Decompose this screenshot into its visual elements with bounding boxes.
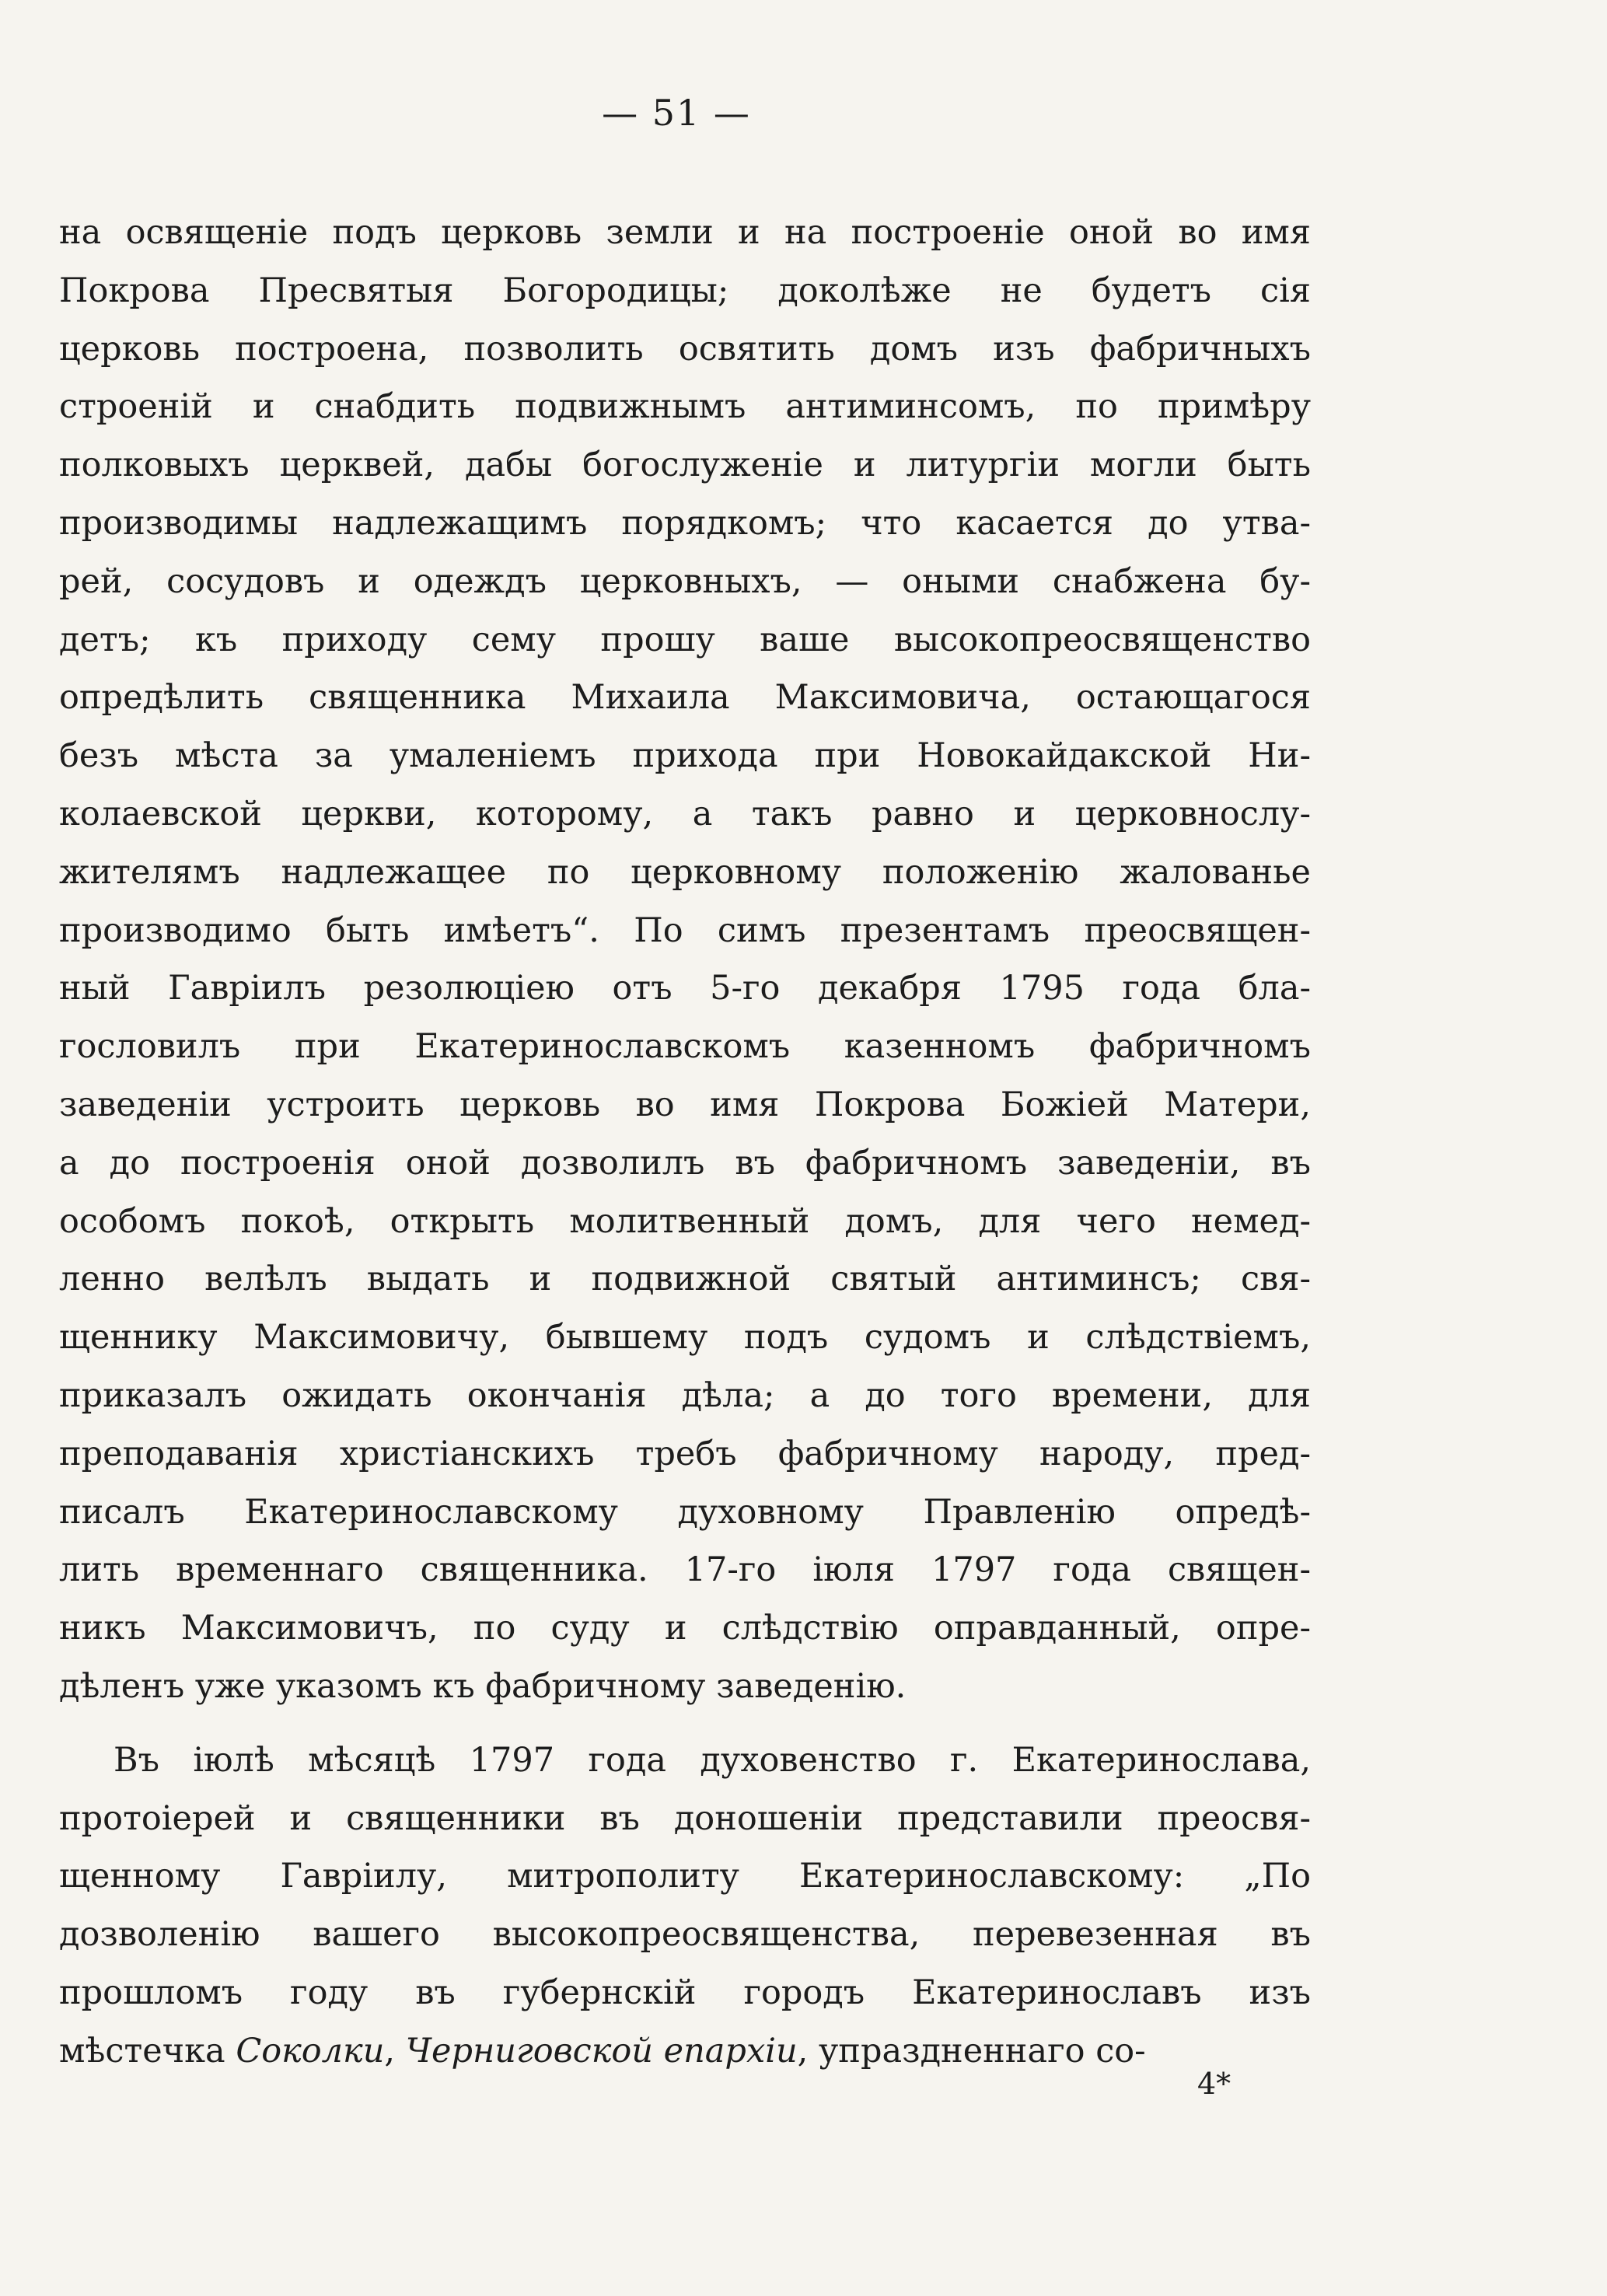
- text-line: щенному Гавріилу, митрополиту Екатеринославскому: „По: [59, 1857, 1311, 1896]
- text-line: колаевской церкви, которому, а такъ равно и церковнослу-: [59, 794, 1311, 833]
- final-line-end: , упраздненнаго со-: [797, 2031, 1146, 2071]
- final-line-separator: ,: [384, 2031, 406, 2071]
- text-line: рей, сосудовъ и одеждъ церковныхъ, — оными снабжена бу-: [59, 561, 1311, 601]
- text-line: ленно велѣлъ выдать и подвижной святый антиминсъ; свя-: [59, 1260, 1311, 1299]
- body-text: [59, 204, 1311, 2081]
- text-line: полковыхъ церквей, дабы богослуженіе и литургіи могли быть: [59, 446, 1311, 485]
- text-line: лить временнаго священника. 17-го іюля 1797 года священ-: [59, 1550, 1311, 1590]
- paragraph-gap: [59, 1716, 1311, 1732]
- text-line: протоіерей и священники въ доношеніи представили преосвя-: [59, 1798, 1311, 1838]
- text-line: ный Гавріилъ резолюціею отъ 5-го декабря 1795 года бла-: [59, 969, 1311, 1008]
- place-name-sokolki: Соколки: [236, 2031, 385, 2071]
- text-line: прошломъ году въ губернскій городъ Екатеринославъ изъ: [59, 1973, 1311, 2012]
- text-line: строеній и снабдить подвижнымъ антиминсомъ, по примѣру: [59, 387, 1311, 427]
- text-line: гословилъ при Екатеринославскомъ казенномъ фабричномъ: [59, 1027, 1311, 1067]
- text-line: производимо быть имѣетъ“. По симъ презентамъ преосвящен-: [59, 910, 1311, 950]
- signature-mark: 4*: [1197, 2067, 1231, 2101]
- text-line: писалъ Екатеринославскому духовному Правленію опредѣ-: [59, 1492, 1311, 1532]
- text-line: церковь построена, позволить освятить домъ изъ фабричныхъ: [59, 329, 1311, 369]
- text-line: особомъ покоѣ, открыть молитвенный домъ, для чего немед-: [59, 1201, 1311, 1241]
- text-line: приказалъ ожидать окончанія дѣла; а до того времени, для: [59, 1375, 1311, 1415]
- text-line: а до построенія оной дозволилъ въ фабричномъ заведеніи, въ: [59, 1143, 1311, 1183]
- text-line: Въ іюлѣ мѣсяцѣ 1797 года духовенство г. Екатеринослава,: [114, 1740, 1311, 1780]
- text-line-final: [59, 2022, 1311, 2081]
- text-line: дозволенію вашего высокопреосвященства, перевезенная въ: [59, 1915, 1311, 1955]
- text-line: производимы надлежащимъ порядкомъ; что касается до утва-: [59, 503, 1311, 543]
- text-line: дѣленъ уже указомъ къ фабричному заведенію.: [59, 1666, 907, 1706]
- text-line: заведеніи устроить церковь во имя Покрова Божіей Матери,: [59, 1085, 1311, 1124]
- text-line: жителямъ надлежащее по церковному положенію жалованье: [59, 852, 1311, 892]
- text-line: Покрова Пресвятыя Богородицы; доколѣже не будетъ сія: [59, 271, 1311, 310]
- place-name-eparchy: Черниговской епархіи: [405, 2031, 798, 2071]
- text-line: щеннику Максимовичу, бывшему подъ судомъ и слѣдствіемъ,: [59, 1318, 1311, 1358]
- text-line: безъ мѣста за умаленіемъ прихода при Новокайдакской Ни-: [59, 736, 1311, 776]
- paragraph-2: [59, 1732, 1311, 2022]
- page-number: — 51 —: [602, 92, 751, 134]
- final-line-start: мѣстечка: [59, 2031, 236, 2071]
- text-line: опредѣлить священника Михаила Максимовича, остающагося: [59, 678, 1311, 718]
- text-line: преподаванія христіанскихъ требъ фабричному народу, пред-: [59, 1434, 1311, 1473]
- text-line: детъ; къ приходу сему прошу ваше высокопреосвященство: [59, 620, 1311, 659]
- text-line: никъ Максимовичъ, по суду и слѣдствію оправданный, опре-: [59, 1609, 1311, 1648]
- text-line: на освященіе подъ церковь земли и на построеніе оной во имя: [59, 213, 1311, 252]
- paragraph-1: [59, 204, 1311, 1716]
